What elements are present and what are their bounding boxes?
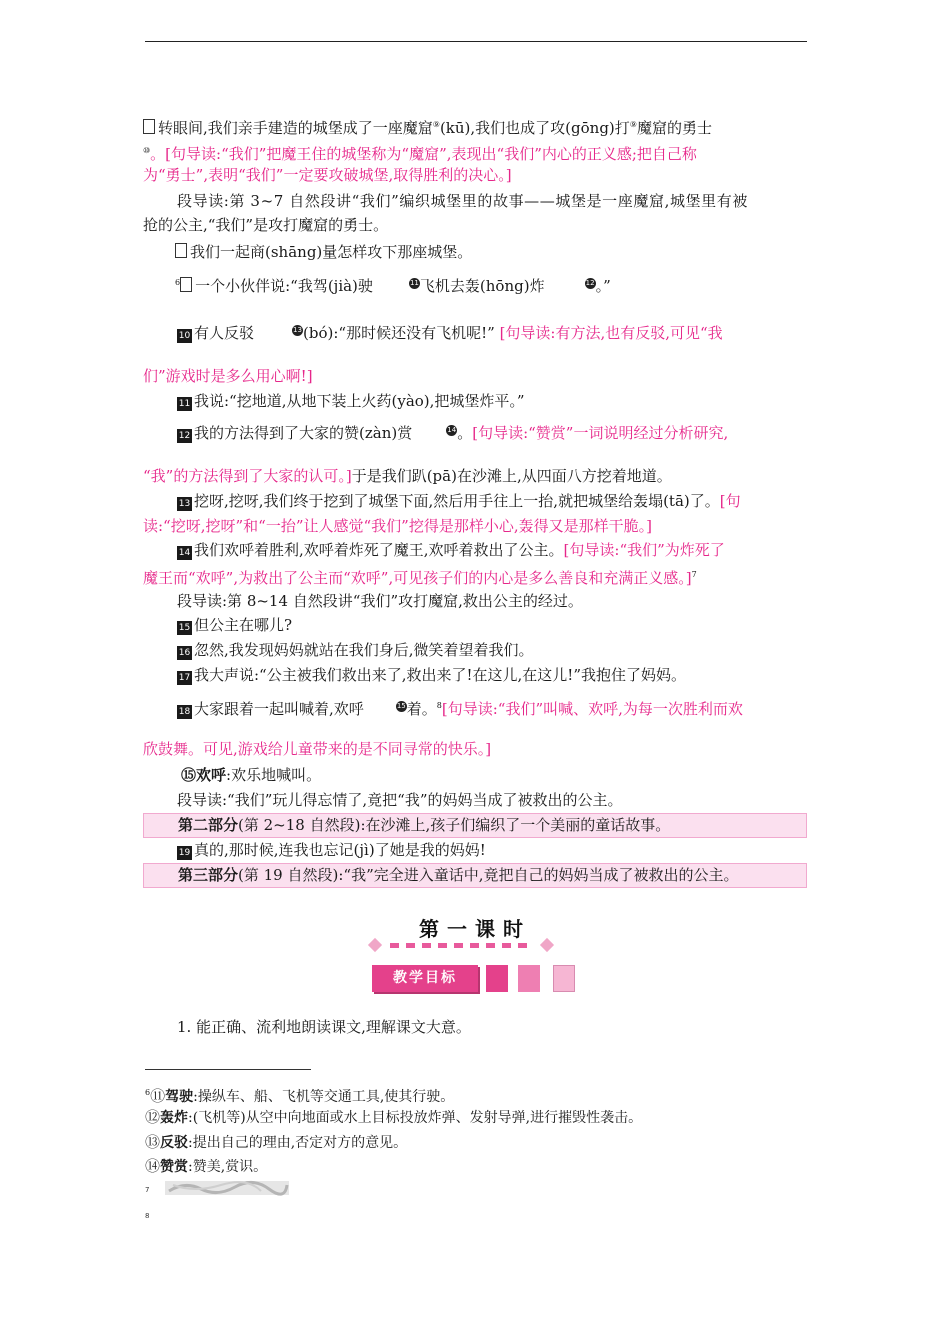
paragraph-number: 12	[178, 431, 191, 441]
inline-note: ⑮欢呼:欢乐地喊叫。	[181, 766, 322, 784]
footnote-marker: 11	[409, 279, 419, 287]
teaching-goal-label: 教学目标	[372, 965, 478, 992]
text-line: 12 我的方法得到了大家的赞(zàn)赏 14。[句导读:“赞赏”一词说明经过分析研究,	[178, 424, 729, 442]
text-line: 11 我说:“挖地道,从地下装上火药(yào),把城堡炸平。”	[178, 392, 525, 410]
paragraph-number: 10	[178, 331, 191, 341]
footnote-marker: 12	[585, 279, 595, 287]
text-line: “我”的方法得到了大家的认可。]于是我们趴(pā)在沙滩上,从四面八方挖着地道。	[143, 467, 672, 485]
footnote-marker: 13	[293, 326, 302, 334]
footnote-rule	[145, 1069, 311, 1070]
text-line: 14 我们欢呼着胜利,欢呼着炸死了魔王,欢呼着救出了公主。[句导读:“我们”为炸死了	[178, 541, 725, 559]
section-guide: 段导读:“我们”玩儿得忘情了,竟把“我”的妈妈当成了被救出的公主。	[177, 791, 623, 809]
text-line: 15 但公主在哪儿?	[178, 616, 293, 634]
paragraph-marker	[175, 243, 187, 258]
footnote-marker: 15	[396, 702, 406, 710]
paragraph-number: 14	[178, 548, 191, 558]
footnote: $^6$⑪驾驶:操纵车、船、飞机等交通工具,使其行驶。	[145, 1087, 455, 1105]
paragraph-number: 19	[178, 848, 191, 858]
paragraph-number: 15	[178, 623, 191, 633]
sentence-guide: [句导读:“赞赏”一词说明经过分析研究,	[472, 424, 729, 442]
footnote-number: 7	[145, 1186, 150, 1194]
sentence-guide: 为“勇士”,表明“我们”一定要攻破城堡,取得胜利的决心。]	[143, 166, 512, 184]
text-line: 13 挖呀,挖呀,我们终于挖到了城堡下面,然后用手往上一抬,就把城堡给轰塌(tā)了。[句	[178, 492, 741, 510]
text-line: 转眼间,我们亲手建造的城堡成了一座魔窟⑨(kū),我们也成了攻(gōng)打⑨魔窟的勇士	[143, 113, 809, 140]
text-line: $^6$ 一个小伙伴说:“我驾(jià)驶 11飞机去轰(hōng)炸 12。”	[175, 277, 611, 295]
lesson-title: 第一课时	[419, 917, 531, 941]
part-summary-bar: 第二部分(第 2~18 自然段):在沙滩上,孩子们编织了一个美丽的童话故事。	[143, 813, 807, 838]
sentence-guide: [句导读:“我们”为炸死了	[563, 541, 725, 559]
sentence-guide: 读:“挖呀,挖呀”和“一抬”让人感觉“我们”挖得是那样小心,轰得又是那样干脆。]	[143, 517, 652, 535]
text-line: 19 真的,那时候,连我也忘记(jì)了她是我的妈妈!	[178, 841, 486, 859]
text-line: ⑩。[句导读:“我们”把魔王住的城堡称为“魔窟”,表现出“我们”内心的正义感;把自己称	[143, 145, 697, 163]
footnote: ⑬反驳:提出自己的理由,否定对方的意见。	[145, 1133, 408, 1151]
paragraph-number: 17	[178, 673, 191, 683]
section-guide: 段导读:第 3~7 自然段讲“我们”编织城堡里的故事——城堡是一座魔窟,城堡里有被	[177, 192, 748, 210]
sentence-guide: “我”的方法得到了大家的认可。]	[143, 467, 352, 485]
paragraph-marker	[143, 119, 155, 134]
footnote-number: 8	[145, 1212, 150, 1220]
paragraph-marker	[180, 277, 192, 292]
sentence-guide: [句导读:“我们”叫喊、欢呼,为每一次胜利而欢	[441, 700, 743, 718]
text-line: 魔王而“欢呼”,为救出了公主而“欢呼”,可见孩子们的内心是多么善良和充满正义感。]$^7$	[143, 569, 697, 587]
footnote: ⑫轰炸:(飞机等)从空中向地面或水上目标投放炸弹、发射导弹,进行摧毁性袭击。	[145, 1108, 643, 1126]
text-line: 16 忽然,我发现妈妈就站在我们身后,微笑着望着我们。	[178, 641, 534, 659]
faded-image-fragment	[165, 1177, 289, 1199]
decor-square	[486, 965, 508, 992]
decor-square	[518, 965, 540, 992]
text-line: 17 我大声说:“公主被我们救出来了,救出来了!在这儿,在这儿!”我抱住了妈妈。	[178, 666, 686, 684]
title-decoration	[366, 938, 556, 954]
text-line: 18 大家跟着一起叫喊着,欢呼 15着。$^8$[句导读:“我们”叫喊、欢呼,为每一次胜利而欢	[178, 700, 743, 718]
sentence-guide: 们”游戏时是多么用心啊!]	[143, 367, 313, 385]
header-rule	[145, 41, 807, 42]
part-summary-bar: 第三部分(第 19 自然段):“我”完全进入童话中,竟把自己的妈妈当成了被救出的公主。	[143, 863, 807, 888]
section-guide: 抢的公主,“我们”是攻打魔窟的勇士。	[143, 216, 389, 234]
section-guide: 段导读:第 8~14 自然段讲“我们”攻打魔窟,救出公主的经过。	[177, 592, 583, 610]
text-line: 我们一起商(shāng)量怎样攻下那座城堡。	[143, 240, 841, 264]
paragraph-number: 18	[178, 707, 191, 717]
sentence-guide: 。[句导读:“我们”把魔王住的城堡称为“魔窟”,表现出“我们”内心的正义感;把自己称	[150, 145, 697, 163]
text-line: 10 有人反驳 13(bó):“那时候还没有飞机呢!” [句导读:有方法,也有反驳,可见“我	[178, 324, 723, 342]
sentence-guide: 欣鼓舞。可见,游戏给儿童带来的是不同寻常的快乐。]	[143, 740, 492, 758]
footnote-marker: 14	[447, 426, 457, 434]
sentence-guide: 魔王而“欢呼”,为救出了公主而“欢呼”,可见孩子们的内心是多么善良和充满正义感。]	[143, 569, 692, 587]
paragraph-number: 13	[178, 499, 191, 509]
paragraph-number: 16	[178, 648, 191, 658]
decor-square	[553, 965, 575, 992]
paragraph-number: 11	[178, 399, 191, 409]
sentence-guide: [句导读:有方法,也有反驳,可见“我	[499, 324, 723, 342]
teaching-goal-item: 1. 能正确、流利地朗读课文,理解课文大意。	[177, 1018, 471, 1036]
footnote: ⑭赞赏:赞美,赏识。	[145, 1157, 268, 1175]
